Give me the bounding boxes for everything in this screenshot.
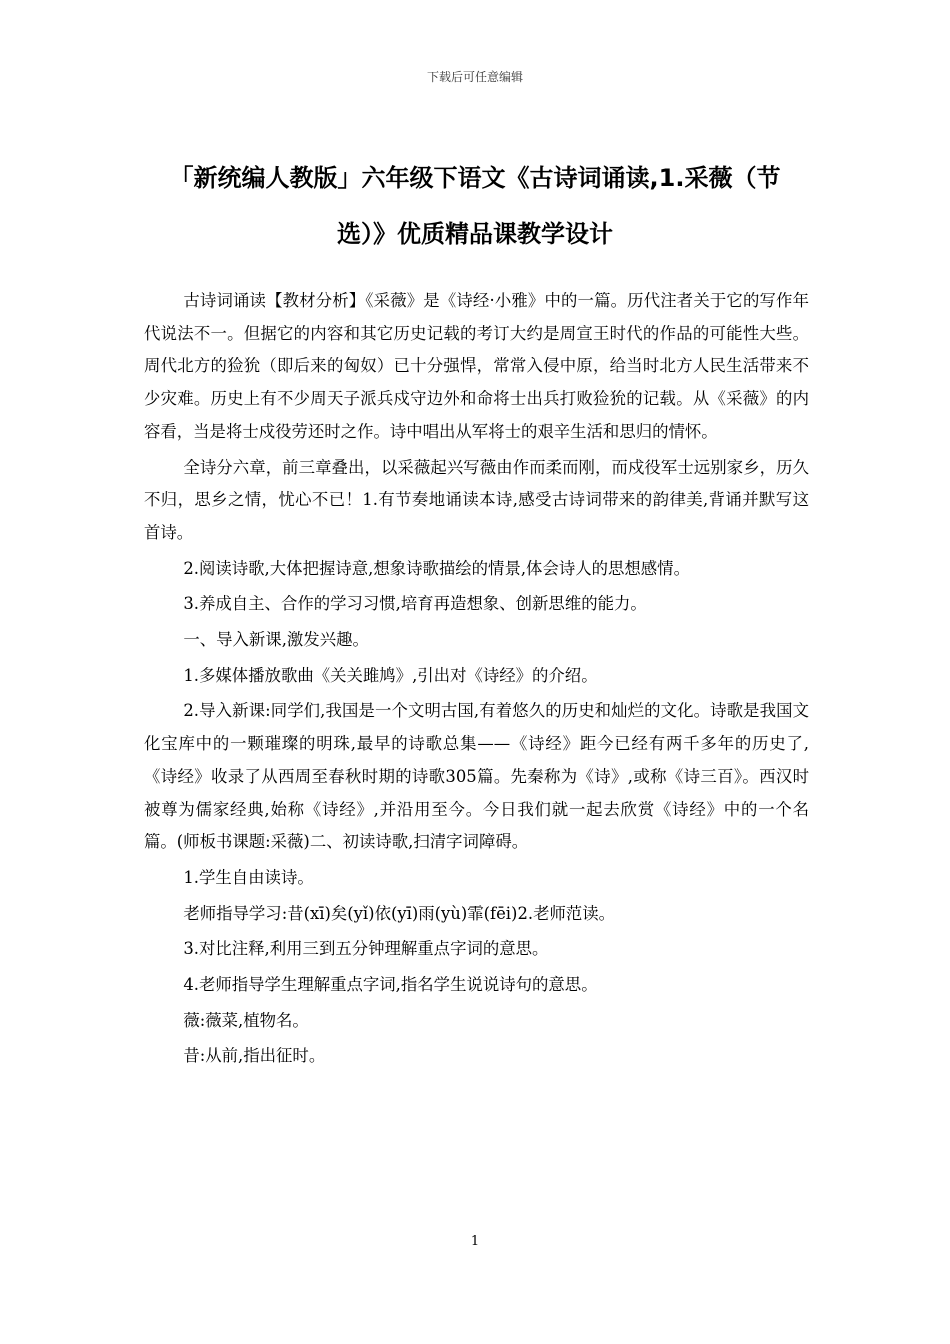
paragraph-gloss-wei: 薇:薇菜,植物名。 [183,1010,309,1030]
paragraph-structure-objective-1: 全诗分六章，前三章叠出，以采薇起兴写薇由作而柔而刚，而戍役军士远别家乡，历久不归，思乡之情，忧心不已！1.有节奏地诵读本诗,感受古诗词带来的韵律美,背诵并默写这首诗。 [144,457,809,542]
document-title [140,150,810,262]
paragraph-step-1: 1.多媒体播放歌曲《关关雎鸠》,引出对《诗经》的介绍。 [183,665,598,685]
paragraph-analysis: 古诗词诵读【教材分析】《采薇》是《诗经·小雅》中的一篇。历代注者关于它的写作年代说法不一。但据它的内容和其它历史记载的考订大约是周宣王时代的作品的可能性大些。周代北方的猃狁（即后来的匈奴）已十分强悍，常常入侵中原，给当时北方人民生活带来不少灾难。历史上有不少周天子派兵戍守边外和命将士出兵打败猃狁的记载。从《采薇》的内容看，当是将士戍役劳还时之作。诗中唱出从军将士的艰辛生活和思归的情怀。 [144,291,809,441]
paragraph-step-2: 2.导入新课:同学们,我国是一个文明古国,有着悠久的历史和灿烂的文化。诗歌是我国文化宝库中的一颗璀璨的明珠,最早的诗歌总集——《诗经》距今已经有两千多年的历史了,《诗经》收录了从西周至春秋时期的诗歌305篇。先秦称为《诗》,或称《诗三百》。西汉时被尊为儒家经典,始称《诗经》,并沿用至今。今日我们就一起去欣赏《诗经》中的一个名篇。(师板书课题:采薇)二、初读诗歌,扫清字词障碍。 [144,701,809,852]
paragraph-pronunciation: 老师指导学习:昔(xī)矣(yǐ)依(yī)雨(yù)霏(fēi)2.老师范读。 [183,903,616,923]
paragraph-objective-2: 2.阅读诗歌,大体把握诗意,想象诗歌描绘的情景,体会诗人的思想感情。 [183,558,690,578]
paragraph-key-words: 4.老师指导学生理解重点字词,指名学生说说诗句的意思。 [183,975,598,995]
title-line-1: 「新统编人教版」六年级下语文《古诗词诵读,1.采薇（节 [169,164,781,192]
paragraph-free-reading: 1.学生自由读诗。 [183,867,314,887]
document-body [144,285,809,1073]
page-number: 1 [470,1234,480,1249]
section-heading-1: 一、导入新课,激发兴趣。 [183,630,369,650]
paragraph-annotations: 3.对比注释,利用三到五分钟理解重点字词的意思。 [183,939,549,959]
paragraph-objective-3: 3.养成自主、合作的学习习惯,培育再造想象、创新思维的能力。 [183,594,647,614]
paragraph-gloss-xi: 昔:从前,指出征时。 [183,1046,326,1066]
header-note: 下载后可任意编辑 [426,70,523,84]
title-line-2: 选）》优质精品课教学设计 [337,220,613,248]
